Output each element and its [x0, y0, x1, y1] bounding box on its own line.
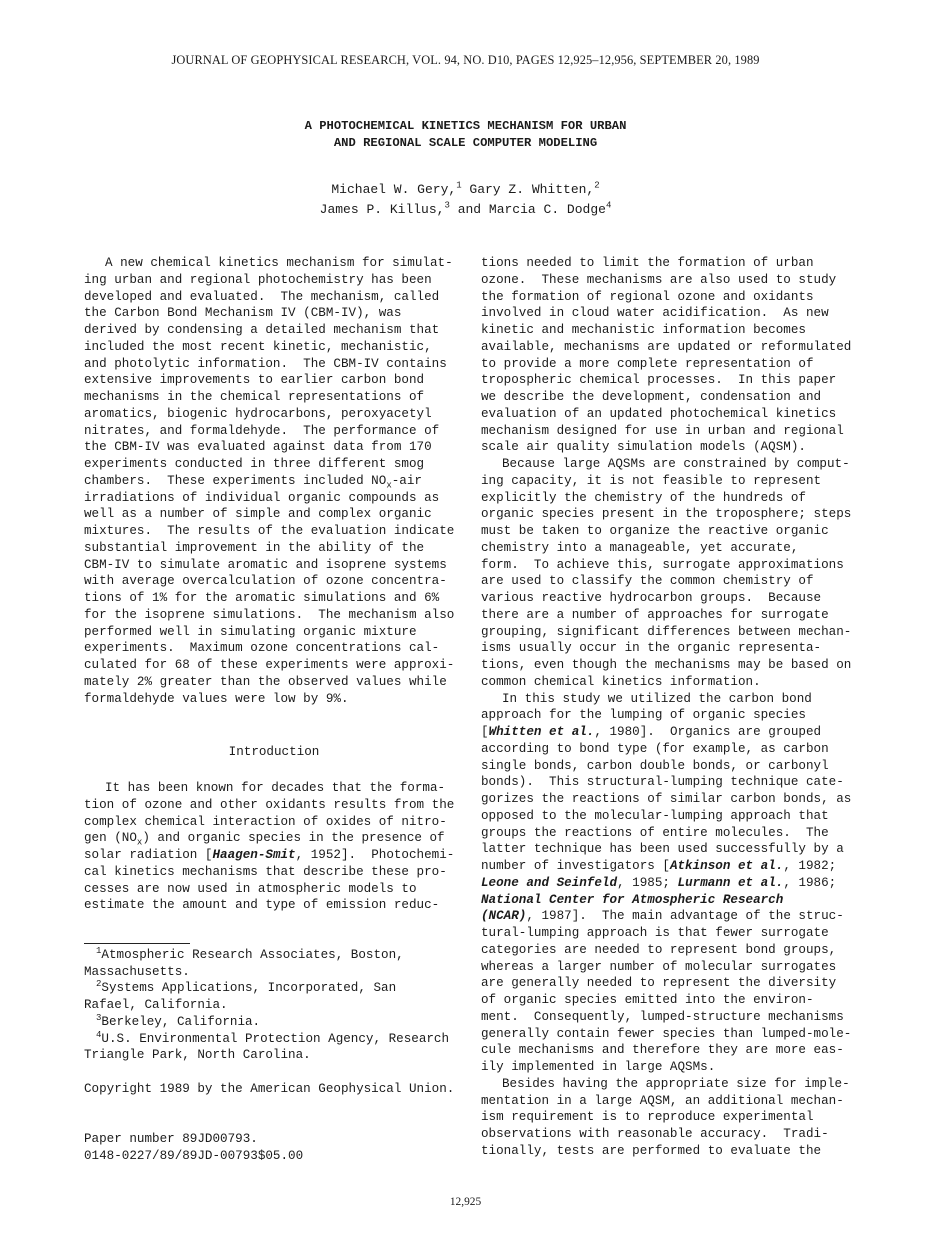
citation: National Center for Atmospheric Research: [481, 892, 784, 907]
text-run: , 1986;: [783, 875, 837, 890]
text-run: solar radiation [: [84, 848, 213, 862]
footnote-3: [84, 1014, 464, 1031]
subscript: x: [386, 480, 392, 491]
body-line: according to bond type (for example, as carbon: [481, 741, 829, 756]
author-name: James P. Killus,: [319, 202, 445, 217]
footnote-1-cont: Massachusetts.: [84, 964, 190, 979]
text-run: number of investigators [: [481, 859, 670, 873]
body-line: we describe the development, condensation and: [481, 390, 822, 404]
body-line: [481, 908, 861, 925]
abstract-line: performed well in simulating organic mixture: [84, 624, 417, 639]
abstract-line: the CBM-IV was evaluated against data from 170: [84, 440, 432, 455]
intro-line: [84, 847, 464, 864]
body-line: kinetic and mechanistic information becomes: [481, 323, 806, 337]
footnote-rule: [84, 943, 190, 945]
abstract-line: the Carbon Bond Mechanism IV (CBM-IV), was: [84, 306, 402, 321]
body-line: cule mechanisms and therefore they are more eas-: [481, 1043, 844, 1058]
abstract-line: with average overcalculation of ozone concentra-: [84, 574, 447, 589]
body-paragraph-2: [481, 456, 861, 691]
footnote-2-cont: Rafael, California.: [84, 998, 228, 1012]
intro-line: tion of ozone and other oxidants results from the: [84, 797, 455, 812]
introduction-paragraph: [84, 780, 464, 914]
body-line: categories are needed to represent bond groups,: [481, 942, 837, 957]
abstract-line: irradiations of individual organic compounds as: [84, 490, 440, 505]
abstract-line: extensive improvements to earlier carbon bond: [84, 373, 425, 388]
abstract-line: CBM-IV to simulate aromatic and isoprene systems: [84, 557, 447, 572]
abstract-line: substantial improvement in the ability of the: [84, 540, 425, 555]
text-run: Systems Applications, Incorporated, San: [101, 981, 397, 996]
text-run: chambers. These experiments included NO: [84, 473, 387, 488]
article-title: [0, 118, 931, 152]
body-line: bonds). This structural-lumping technique cate-: [481, 775, 844, 790]
text-run: [: [481, 725, 489, 739]
body-line: Because large AQSMs are constrained by comput-: [502, 457, 850, 471]
body-line: observations with reasonable accuracy. Tradi-: [481, 1127, 829, 1141]
body-line: generally contain fewer species than lumped-mole-: [481, 1026, 852, 1041]
title-line-1: A PHOTOCHEMICAL KINETICS MECHANISM FOR URBAN: [304, 119, 627, 133]
body-line: tropospheric chemical processes. In this paper: [481, 373, 837, 388]
footnote-4: [84, 1031, 464, 1048]
text-run: Berkeley, California.: [101, 1014, 261, 1029]
body-line: of organic species emitted into the environ-: [481, 993, 814, 1007]
body-line: explicitly the chemistry of the hundreds of: [481, 490, 806, 505]
abstract-line: developed and evaluated. The mechanism, called: [84, 289, 440, 304]
footnote-marker: 4: [96, 1029, 102, 1040]
body-line: ily implemented in large AQSMs.: [481, 1060, 716, 1074]
abstract-line: nitrates, and formaldehyde. The performance of: [84, 423, 440, 438]
body-line: are used to classify the common chemistry of: [481, 574, 814, 589]
footnote-marker: 1: [96, 945, 102, 956]
abstract-line: [84, 473, 464, 490]
copyright-notice: Copyright 1989 by the American Geophysical Union.: [84, 1081, 455, 1096]
abstract-line: well as a number of simple and complex organic: [84, 507, 432, 522]
body-line: mentation in a large AQSM, an additional mechan-: [481, 1093, 844, 1108]
footnote-4-cont: Triangle Park, North Carolina.: [84, 1048, 311, 1063]
citation: (NCAR): [481, 909, 527, 924]
paper-number: Paper number 89JD00793.: [84, 1132, 258, 1146]
abstract-line: aromatics, biogenic hydrocarbons, peroxyacetyl: [84, 406, 432, 421]
body-line: there are a number of approaches for surrogate: [481, 607, 829, 622]
abstract-line: derived by condensing a detailed mechanism that: [84, 323, 440, 337]
author-name: Gary Z. Whitten,: [469, 182, 595, 197]
text-run: gen (NO: [84, 831, 137, 846]
body-line: [481, 858, 861, 875]
title-line-2: AND REGIONAL SCALE COMPUTER MODELING: [333, 136, 598, 150]
intro-line: complex chemical interaction of oxides of nitro-: [84, 814, 447, 829]
body-line: Besides having the appropriate size for imple-: [502, 1076, 850, 1091]
abstract-line: mixtures. The results of the evaluation indicate: [84, 524, 455, 538]
intro-line: cal kinetics mechanisms that describe these pro-: [84, 864, 447, 879]
intro-line: [84, 830, 464, 847]
body-line: groups the reactions of entire molecules. The: [481, 825, 829, 840]
text-run: , 1987]. The main advantage of the struc-: [526, 909, 844, 924]
footnote-marker: 3: [96, 1012, 102, 1023]
text-run: Atmospheric Research Associates, Boston,: [101, 947, 404, 962]
intro-line: estimate the amount and type of emission reduc-: [84, 898, 440, 913]
body-line: ism requirement is to reproduce experimental: [481, 1110, 814, 1125]
abstract-line: mately 2% greater than the observed values while: [84, 674, 447, 689]
author-list: [0, 180, 931, 220]
body-line: to provide a more complete representation of: [481, 356, 814, 371]
text-run: , 1952]. Photochemi-: [295, 848, 455, 862]
body-line: latter technique has been used successfully by a: [481, 842, 844, 857]
body-line: scale air quality simulation models (AQSM).: [481, 440, 806, 455]
body-line: [481, 724, 861, 741]
body-line: single bonds, carbon double bonds, or carbonyl: [481, 758, 829, 773]
citation: Whitten et al.: [488, 725, 595, 739]
running-header: JOURNAL OF GEOPHYSICAL RESEARCH, VOL. 94, NO. D10, PAGES 12,925–12,956, SEPTEMBER 20, 1989: [171, 53, 760, 67]
author-line-1: [0, 180, 931, 200]
body-paragraph-4: [481, 1076, 861, 1160]
footnote-marker: 2: [96, 979, 102, 990]
body-line: the formation of regional ozone and oxidants: [481, 289, 814, 304]
text-run: U.S. Environmental Protection Agency, Research: [101, 1031, 450, 1046]
text-run: , 1982;: [783, 859, 837, 873]
body-line: ozone. These mechanisms are also used to study: [481, 272, 837, 287]
author-line-2: [0, 200, 931, 220]
abstract-line: for the isoprene simulations. The mechanism also: [84, 607, 455, 622]
subscript: x: [136, 837, 143, 848]
body-line: common chemical kinetics information.: [481, 674, 761, 689]
body-line: mechanism designed for use in urban and regional: [481, 423, 844, 438]
body-line: approach for the lumping of organic species: [481, 708, 806, 723]
abstract-line: culated for 68 of these experiments were approxi-: [84, 658, 455, 672]
body-line: tionally, tests are performed to evaluate the: [481, 1143, 822, 1158]
body-paragraph-1: [481, 255, 861, 456]
abstract-line: included the most recent kinetic, mechanistic,: [84, 339, 432, 354]
body-line: various reactive hydrocarbon groups. Because: [481, 591, 822, 605]
body-line: involved in cloud water acidification. As new: [481, 306, 829, 321]
citation: Atkinson et al.: [669, 859, 784, 873]
section-heading-introduction: Introduction: [228, 744, 320, 759]
body-line: gorizes the reactions of similar carbon bonds, as: [481, 792, 852, 806]
abstract-line: tions of 1% for the aromatic simulations and 6%: [84, 591, 440, 605]
abstract-line: experiments conducted in three different smog: [84, 457, 425, 471]
body-line: grouping, significant differences between mechan-: [481, 624, 852, 639]
affiliation-marker: 1: [456, 180, 462, 191]
author-name: Marcia C. Dodge: [488, 202, 606, 217]
abstract-line: and photolytic information. The CBM-IV contains: [84, 356, 447, 371]
body-line: isms usually occur in the organic representa-: [481, 641, 822, 656]
page-number: 12,925: [449, 1196, 482, 1208]
abstract-line: A new chemical kinetics mechanism for simulat-: [105, 256, 453, 270]
abstract-line: ing urban and regional photochemistry has been: [84, 272, 432, 287]
author-name: Michael W. Gery,: [331, 182, 457, 197]
left-column: [84, 255, 464, 1165]
citation: Lurmann et al.: [677, 875, 784, 890]
body-line: must be taken to organize the reactive organic: [481, 524, 829, 538]
body-line: form. To achieve this, surrogate approximations: [481, 557, 844, 572]
abstract: [84, 255, 464, 707]
affiliation-marker: 2: [594, 180, 600, 191]
body-line: chemistry into a manageable, yet accurate,: [481, 540, 799, 555]
body-paragraph-3: [481, 691, 861, 1076]
body-line: tions needed to limit the formation of urban: [481, 256, 814, 270]
intro-line: It has been known for decades that the forma-: [105, 781, 446, 795]
body-line: ment. Consequently, lumped-structure mechanisms: [481, 1009, 844, 1024]
body-line: evaluation of an updated photochemical kinetics: [481, 406, 837, 421]
body-line: tions, even though the mechanisms may be based on: [481, 658, 852, 672]
body-line: [481, 892, 861, 909]
citation: Leone and Seinfeld: [481, 875, 618, 890]
right-column: [481, 255, 861, 1160]
abstract-line: formaldehyde values were low by 9%.: [84, 691, 349, 706]
text-run: ) and organic species in the presence of: [142, 831, 445, 846]
text-run: , 1980]. Organics are grouped: [594, 725, 822, 739]
body-line: whereas a larger number of molecular surrogates: [481, 959, 837, 974]
text-run: -air: [391, 473, 422, 488]
footnote-1: [84, 947, 464, 964]
issn-code: 0148-0227/89/89JD-00793$05.00: [84, 1148, 304, 1163]
affiliation-marker: 3: [444, 200, 450, 211]
footnotes: [84, 947, 464, 1165]
intro-line: cesses are now used in atmospheric models to: [84, 881, 417, 896]
citation: Haagen-Smit: [212, 848, 296, 862]
body-line: organic species present in the troposphere; steps: [481, 507, 852, 522]
body-line: tural-lumping approach is that fewer surrogate: [481, 926, 829, 940]
abstract-line: mechanisms in the chemical representations of: [84, 390, 425, 404]
body-line: [481, 875, 861, 892]
body-line: are generally needed to represent the diversity: [481, 976, 837, 991]
body-line: ing capacity, it is not feasible to represent: [481, 473, 822, 488]
text-run: , 1985;: [617, 875, 678, 890]
body-line: In this study we utilized the carbon bond: [502, 691, 812, 706]
author-conjunction: and: [457, 202, 482, 217]
abstract-line: experiments. Maximum ozone concentrations cal-: [84, 641, 440, 656]
footnote-2: [84, 980, 464, 997]
body-line: available, mechanisms are updated or reformulated: [481, 339, 852, 354]
affiliation-marker: 4: [605, 200, 612, 211]
body-line: opposed to the molecular-lumping approach that: [481, 808, 829, 823]
